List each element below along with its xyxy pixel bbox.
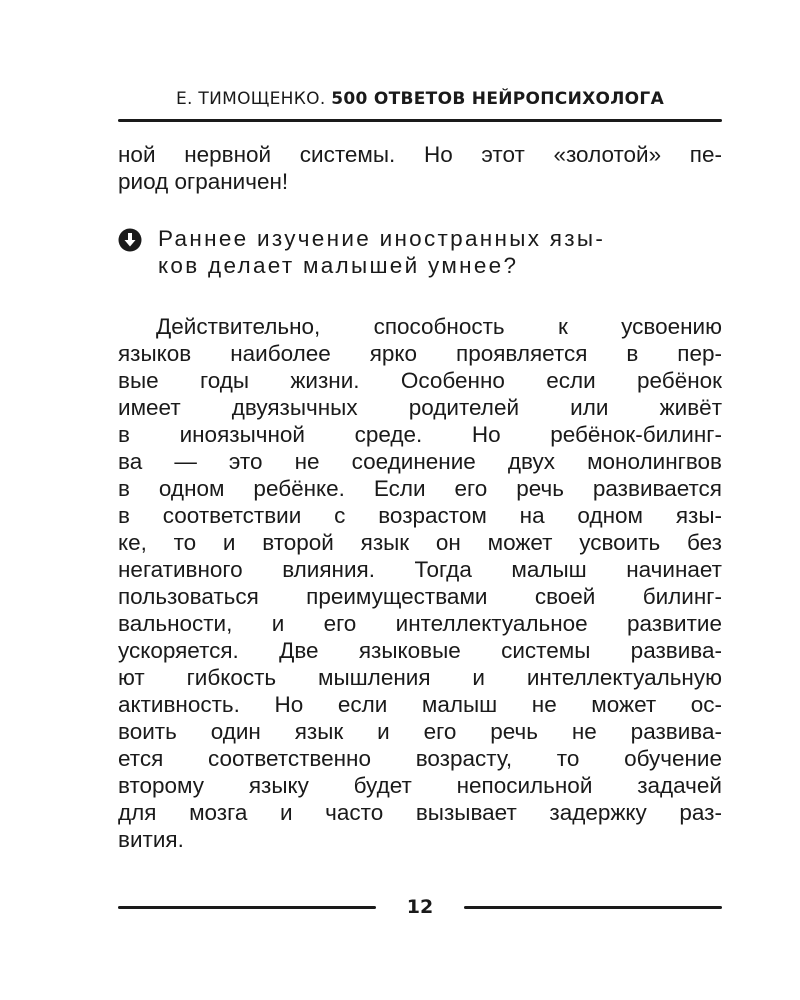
text-line: в иноязычной среде. Но ребёнок-билинг- [118, 422, 722, 447]
text-line: вития. [118, 827, 184, 852]
text-line: в соответствии с возрастом на одном язы- [118, 503, 722, 528]
question-block [118, 225, 722, 279]
page-content [118, 141, 722, 853]
intro-paragraph [118, 141, 722, 195]
text-line: пользоваться преимуществами своей билинг- [118, 584, 722, 609]
header-author: Е. ТИМОЩЕНКО. [175, 89, 326, 109]
header-book-title: 500 ОТВЕТОВ НЕЙРОПСИХОЛОГА [331, 89, 665, 109]
text-line: ют гибкость мышления и интеллектуальную [118, 665, 722, 690]
text-line: вые годы жизни. Особенно если ребёнок [118, 368, 722, 393]
text-line: Действительно, способность к усвоению [156, 314, 722, 339]
text-line: ной нервной системы. Но этот «золотой» пе- [118, 142, 722, 167]
text-line: в одном ребёнке. Если его речь развивается [118, 476, 722, 501]
text-line: вальности, и его интеллектуальное развитие [118, 611, 722, 636]
text-line: имеет двуязычных родителей или живёт [118, 395, 722, 420]
question-line: ков делает малышей умнее? [158, 253, 519, 278]
text-line: ке, то и второй язык он может усвоить без [118, 530, 722, 555]
text-line: языков наиболее ярко проявляется в пер- [118, 341, 722, 366]
question-line: Раннее изучение иностранных язы- [158, 226, 606, 251]
text-line: активность. Но если малыш не может ос- [118, 692, 722, 717]
text-line: риод ограничен! [118, 169, 289, 194]
footer-rule-right [464, 906, 722, 909]
header-rule [118, 119, 722, 122]
answer-paragraph [118, 313, 722, 853]
down-arrow-circle-icon [118, 228, 142, 252]
text-line: воить один язык и его речь не развива- [118, 719, 722, 744]
text-line: второму языку будет непосильной задачей [118, 773, 722, 798]
running-header [118, 88, 722, 110]
text-line: ускоряется. Две языковые системы развива- [118, 638, 722, 663]
text-line: ва — это не соединение двух монолингвов [118, 449, 722, 474]
text-line: негативного влияния. Тогда малыш начинает [118, 557, 722, 582]
page-footer [118, 895, 722, 919]
text-line: для мозга и часто вызывает задержку раз- [118, 800, 722, 825]
page-number: 12 [406, 896, 434, 918]
text-line: ется соответственно возрасту, то обучение [118, 746, 722, 771]
